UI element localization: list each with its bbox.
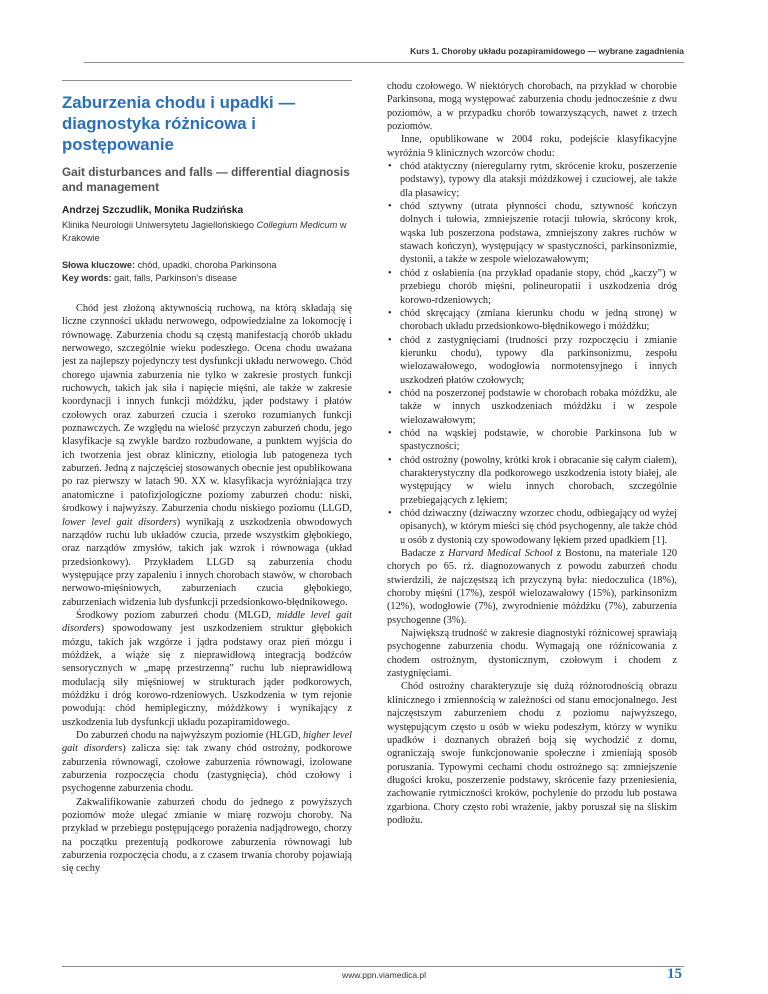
- page-number: 15: [667, 966, 682, 982]
- left-body: [62, 302, 352, 876]
- list-item: • chód sztywny (utrata płynności chodu, sztywność kończyn dolnych i tułowia, zmniejszenie rotacji tułowia, skrócony krok, wąska lub poszerzona podstawa, zmniejszony zakres ruchów w stawach kończyn), występujący w spastyczności, parkinsonizmie, dystonii, a także w zespole wielozawałowym;: [387, 200, 677, 267]
- running-head: Kurs 1. Choroby układu pozapiramidowego — wybrane zagadnienia: [410, 46, 684, 56]
- footer-url[interactable]: www.ppn.viamedica.pl: [341, 970, 427, 980]
- keywords-polish-label: Słowa kluczowe:: [62, 260, 136, 270]
- list-item: • chód na poszerzonej podstawie w chorobach robaka móżdżku, ale także w innych uszkodzeniach móżdżku i w zespole wielozawałowym;: [387, 387, 677, 427]
- paragraph-italic: middle level gait disorders: [62, 609, 352, 635]
- list-item: • chód na wąskiej podstawie, w chorobie Parkinsona lub w spastyczności;: [387, 427, 677, 454]
- list-item: • chód skręcający (zmiana kierunku chodu w jedną stronę) w chorobach układu przedsionkowo-błędnikowego i móżdżku;: [387, 307, 677, 334]
- article-title: Zaburzenia chodu i upadki — diagnostyka różnicowa i postępowanie: [62, 93, 296, 154]
- paragraph-text: Do zaburzeń chodu na najwyższym poziomie (HLGD,: [76, 730, 304, 741]
- keywords-polish-text: chód, upadki, choroba Parkinsona: [135, 260, 277, 270]
- paragraph-text: ) zalicza się: tak zwany chód ostrożny, podkorowe zaburzenia równowagi, czołowe zaburzenia równowagi, izolowane zaburzenia rozpoczęcia chodu (zastygnięcia), chód czołowy i psychogenne zaburzenia chodu.: [62, 743, 352, 795]
- list-item: • chód z osłabienia (na przykład opadanie stopy, chód „kaczy”) w przebiegu chorób mięśni, polineuropatii i uszkodzenia dróg korowo-rdzeniowych;: [387, 267, 677, 307]
- keywords-english-label: Key words:: [62, 273, 112, 283]
- paragraph-text: z Bostonu, na materiale 120 chorych po 65. rż. diagnozowanych z powodu zaburzeń chodu stwierdzili, że najczęstszą ich przyczyną była: niedoczulica (18%), choroby mięśni (17%), zespół wielozawałowy (15%), parkinsonizm (12%), wodogłowie (7%), zwyrodnienie móżdżku (7%), zaburzenia psychogenne (3%).: [387, 548, 678, 626]
- paragraph: [387, 547, 677, 627]
- paragraph-text: ) wynikają z uszkodzenia obwodowych narządów ruchu lub układów czucia, przede wszystkim głębokiego, oraz narządów zmysłów, takich jak wzrok i równowaga (układ przedsionkowy). Przykładem LLGD są zaburzenia chodu występujące przy zapaleniu i innych chorobach stawów, w chorobach nerwowo-mięśniowych, zaburzeniach czucia głębokiego, zaburzeniach widzenia lub dysfunkcji przedsionkowo-błędnikowego.: [62, 516, 352, 608]
- left-column: [62, 80, 352, 876]
- gait-patterns-list: [387, 160, 677, 547]
- paragraph: [62, 302, 352, 609]
- paragraph-italic: higher level gait disorders: [62, 730, 353, 755]
- paragraph-text: ) spowodowany jest uszkodzeniem struktur głębokich mózgu, takich jak wzgórze i jądra podstawy oraz pień mózgu i móżdżek, a wiąże się z nieprawidłową integracją bodźców sensorycznych w „mapę przestrzenną” ruchu lub nieprawidłową modulacją siły mięśniowej w strukturach jąder podkorowych, móżdżku i dróg korowo-rdzeniowych. Uszkodzenia w tym rejonie powodują: chód hemiplegiczny, móżdżkowy i wynikający z uszkodzenia lub dysfunkcji układu pozapiramidowego.: [62, 623, 352, 728]
- paragraph: Największą trudność w zakresie diagnostyki różnicowej sprawiają psychogenne zaburzenia chodu. Wymagają one różnicowania z chodem ostrożnym, dystonicznym, czołowym i chodem z zastygnięciami.: [387, 628, 677, 680]
- header-divider: [84, 62, 684, 63]
- footer-divider: [62, 966, 684, 967]
- right-column: [387, 80, 677, 827]
- paragraph-text: Badacze z: [401, 548, 449, 560]
- list-item: • chód dziwaczny (dziwaczny wzorzec chodu, odbiegający od wyżej opisanych), w którym mieści się chód psychogenny, ale także chód u osób z dystonią czy spowodowany lękiem przed upadkiem [1].: [387, 507, 677, 547]
- list-item: • chód ostrożny (powolny, krótki krok i obracanie się całym ciałem), charakterystyczny dla podkorowego uszkodzenia istoty białej, ale występujący w wielu innych chorobach, szczególnie przebiegających z lękiem;: [387, 454, 677, 507]
- list-item: • chód z zastygnięciami (trudności przy rozpoczęciu i zmianie kierunku chodu), typowy dla parkinsonizmu, zespołu wielozawałowego, wodogłowia normotensyjnego i innych uszkodzeń płatów czołowych;: [387, 334, 677, 387]
- paragraph-italic: Harvard Medical School: [448, 548, 553, 560]
- paragraph-italic: lower level gait disorders: [62, 516, 177, 528]
- keywords-english: [62, 272, 352, 285]
- keywords-block: [62, 259, 352, 285]
- keywords-english-text: gait, falls, Parkinson’s disease: [111, 273, 237, 283]
- affiliation: [62, 219, 352, 245]
- paragraph: [62, 729, 352, 796]
- paragraph-text: Środkowy poziom zaburzeń chodu (MLGD,: [76, 609, 277, 621]
- paragraph: chodu czołowego. W niektórych chorobach, na przykład w chorobie Parkinsona, mogą występować zaburzenia chodu jednocześnie z dwu poziomów, a w przypadku chorób towarzyszących, nawet z trzech poziomów.: [387, 81, 677, 133]
- affiliation-suffix: w Krakowie: [62, 220, 347, 243]
- keywords-polish: [62, 259, 352, 272]
- affiliation-prefix: Klinika Neurologii Uniwersytetu Jagiellońskiego: [62, 220, 257, 230]
- authors: Andrzej Szczudlik, Monika Rudzińska: [62, 205, 244, 216]
- paragraph-text: Chód jest złożoną aktywnością ruchową, na którą składają się liczne czynności układu nerwowego, odpowiedzialne za lokomocję i równowagę. Zaburzenia chodu są częstą manifestacją chorób układu nerwowego, szczególnie wieku podeszłego. Ocena chodu uważana jest za najlepszy pojedynczy test dysfunkcji układu nerwowego. Chód chorego ujawnia zaburzenia nie tylko w zakresie prostych funkcji ruchowych, takich jak siła i napięcie mięśni, ale także w zakresie koordynacji i innych funkcji móżdżku, jąder podstawy i płatów czołowych oraz zaburzeń czucia i szeroko rozumianych funkcji poznawczych. Ze względu na wielość przyczyn zaburzeń chodu, jego klasyfikacje są zwykle bardzo rozbudowane, a punktem wyjścia do ich tworzenia jest obraz kliniczny, etiologia lub patogeneza tych zaburzeń. Jedną z najczęściej stosowanych obecnie jest opublikowana po raz pierwszy w latach 90. XX w. klasyfikacja wyróżniająca trzy anatomiczne i patofizjologiczne poziomy zaburzeń chodu: niski, środkowy i najwyższy. Zaburzenia chodu niskiego poziomu (LLGD,: [62, 303, 352, 515]
- article-title-english: Gait disturbances and falls — differential diagnosis and management: [62, 165, 350, 194]
- affiliation-italic: Collegium Medicum: [256, 220, 338, 230]
- paragraph: [62, 609, 352, 729]
- paragraph: Chód ostrożny charakteryzuje się dużą różnorodnością obrazu klinicznego i zmiennością w zależności od stanu emocjonalnego. Jest najczęstszym zaburzeniem chodu z poziomu najwyższego, występującym często u osób w wieku podeszłym, którzy w wyniku upadków i doznanych obrażeń boją się wychodzić z domu, ograniczają swoje funkcjonowanie społeczne i zmieniają sposób poruszania. Typowymi cechami chodu ostrożnego są: zmniejszenie długości kroku, poszerzenie podstawy, skrócenie fazy przeniesienia, zachowanie rytmiczności kroków, pochylenie do przodu lub postawa zgarbiona. Chory często robi wrażenie, jakby poruszał się na śliskim podłożu.: [387, 681, 677, 826]
- list-item: • chód ataktyczny (nieregularny rytm, skrócenie kroku, poszerzenie podstawy), typowy dla ataksji móżdżkowej i czuciowej, ale także dla płasawicy;: [387, 160, 677, 200]
- paragraph: Zakwalifikowanie zaburzeń chodu do jednego z powyższych poziomów może ulegać zmianie w miarę rozwoju choroby. Na przykład w przebiegu postępującego porażenia nadjądrowego, chorzy na początku prezentują podkorowe zaburzenia równowagi lub zaburzenia rozpoczęcia chodu, a z czasem trwania choroby pojawiają się cechy: [62, 796, 352, 875]
- paragraph: Inne, opublikowane w 2004 roku, podejście klasyfikacyjne wyróżnia 9 klinicznych wzorców chodu:: [387, 134, 677, 159]
